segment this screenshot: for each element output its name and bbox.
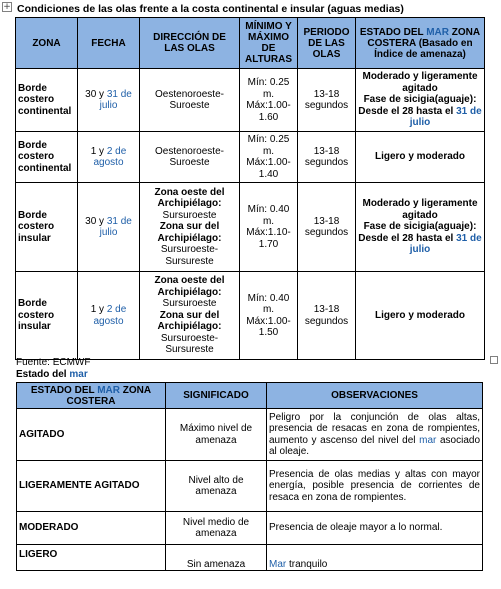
direction-cell (140, 183, 240, 272)
table-row (16, 183, 485, 272)
state-cell (356, 132, 485, 183)
min-height: Mín: 0.25 m. (247, 77, 290, 100)
height-cell (240, 183, 298, 272)
period-cell: 13-18 segundos (298, 183, 356, 272)
table-row (16, 272, 485, 360)
date-text: 30 y (85, 215, 107, 227)
header-text: ZONA COSTERA (66, 384, 152, 407)
observation-cell (267, 409, 483, 461)
direction-cell (140, 272, 240, 360)
state-line: Moderado y ligeramente agitado (362, 71, 478, 94)
period-cell: 13-18 segundos (298, 69, 356, 132)
direction-line: Sursuroeste-Sursureste (160, 244, 219, 267)
observation-cell (267, 545, 483, 571)
header-fecha: FECHA (78, 18, 140, 69)
state-section-text: Estado del (16, 369, 70, 380)
mar-link[interactable]: Mar (269, 558, 287, 570)
state-line: Ligero y moderado (374, 309, 465, 321)
direction-cell (140, 132, 240, 183)
header-estado (356, 18, 485, 69)
date-cell (78, 183, 140, 272)
date-link[interactable]: 2 de agosto (93, 145, 127, 168)
header-direccion: DIRECCIÓN DE LAS OLAS (140, 18, 240, 69)
date-cell (78, 272, 140, 360)
date-link[interactable]: 31 de julio (99, 88, 132, 111)
meaning-cell: Sin amenaza (166, 545, 267, 571)
table-move-handle-icon[interactable]: + (3, 2, 11, 12)
zone-cell: Borde costero insular (16, 183, 78, 272)
max-height: Máx:1.10-1.70 (246, 227, 291, 250)
table-row (17, 545, 483, 571)
date-link[interactable]: 31 de julio (99, 215, 132, 238)
date-text: 1 y (90, 145, 107, 157)
direction-cell (140, 69, 240, 132)
zone-cell: Borde costero insular (16, 272, 78, 360)
max-height: Máx:1.00-1.50 (246, 315, 291, 338)
table-row (16, 132, 485, 183)
table-header-row (16, 18, 485, 69)
observation-cell: Presencia de oleaje mayor a lo normal. (267, 512, 483, 545)
observation-text: asociado al oleaje. (269, 434, 481, 457)
document-title: Condiciones de las olas frente a la costa continental e insular (aguas medias) (17, 3, 404, 15)
date-cell (78, 132, 140, 183)
state-section-label (16, 369, 88, 380)
date-cell (78, 69, 140, 132)
state-line: Ligero y moderado (374, 151, 465, 163)
table-row (16, 69, 485, 132)
min-height: Mín: 0.25 m. (247, 134, 290, 157)
period-cell: 13-18 segundos (298, 132, 356, 183)
table-row (17, 461, 483, 512)
state-phase: Fase de sicigia(aguaje): Desde el 28 hasta el (358, 221, 477, 244)
meaning-cell: Máximo nivel de amenaza (166, 409, 267, 461)
state-cell (356, 183, 485, 272)
min-height: Mín: 0.40 m. (247, 204, 290, 227)
sea-state-table (16, 382, 483, 571)
header-significado: SIGNIFICADO (166, 383, 267, 409)
state-phase: Fase de sicigia(aguaje): Desde el 28 hasta el (358, 94, 477, 117)
direction-zone-label: Zona oeste del Archipiélago: (154, 275, 225, 298)
zone-cell: Borde costero continental (16, 69, 78, 132)
header-zona: ZONA (16, 18, 78, 69)
state-name: MODERADO (17, 512, 166, 545)
header-estado-text: ZONA COSTERA (Basado en Índice de amenaza) (367, 26, 481, 60)
direction-line: Oestenoroeste-Suroeste (155, 145, 224, 168)
height-cell (240, 132, 298, 183)
direction-zone-label: Zona oeste del Archipiélago: (154, 186, 225, 210)
state-name: AGITADO (17, 409, 166, 461)
mar-link[interactable]: mar (419, 434, 437, 446)
state-line: Moderado y ligeramente agitado (362, 198, 478, 221)
header-observaciones: OBSERVACIONES (267, 383, 483, 409)
header-estado-text: ESTADO DEL (359, 26, 427, 38)
source-note: Fuente: ECMWF (16, 357, 91, 368)
date-link[interactable]: 31 de julio (409, 105, 482, 129)
table-row (17, 409, 483, 461)
state-name: LIGERAMENTE AGITADO (17, 461, 166, 512)
direction-line: Oestenoroeste-Suroeste (155, 88, 224, 111)
max-height: Máx:1.00-1.60 (246, 100, 291, 123)
state-cell (356, 272, 485, 360)
direction-line: Sursuroeste (162, 209, 217, 221)
zone-cell: Borde costero continental (16, 132, 78, 183)
header-minmax: MÍNIMO Y MÁXIMO DE ALTURAS (240, 18, 298, 69)
observation-text: tranquilo (286, 558, 328, 570)
height-cell (240, 69, 298, 132)
meaning-cell: Nivel alto de amenaza (166, 461, 267, 512)
header-text: ESTADO DEL (30, 384, 98, 396)
header-periodo: PERIODO DE LAS OLAS (298, 18, 356, 69)
observation-cell: Presencia de olas medias y altas con mayor energía, posible presencia de corrientes de resaca en zona de rompientes. (267, 461, 483, 512)
direction-line: Sursuroeste-Sursureste (160, 332, 219, 356)
min-height: Mín: 0.40 m. (247, 292, 290, 315)
date-link[interactable]: 2 de agosto (93, 304, 127, 327)
mar-link[interactable]: MAR (426, 26, 449, 38)
date-text: 30 y (85, 88, 107, 100)
date-text: 1 y (90, 304, 107, 315)
mar-link[interactable]: mar (69, 369, 88, 380)
direction-line: Sursuroeste (162, 298, 217, 310)
max-height: Máx:1.00-1.40 (246, 157, 291, 180)
meaning-cell: Nivel medio de amenaza (166, 512, 267, 545)
height-cell (240, 272, 298, 360)
mar-link[interactable]: MAR (97, 384, 120, 396)
direction-zone-label: Zona sur del Archipiélago: (157, 221, 222, 244)
header-estado-costera (17, 383, 166, 409)
direction-zone-label: Zona sur del Archipiélago: (157, 309, 222, 333)
table-header-row (17, 383, 483, 409)
date-link[interactable]: 31 de julio (409, 232, 482, 256)
state-name: LIGERO (17, 545, 166, 571)
table-resize-handle-icon[interactable] (490, 356, 498, 364)
wave-conditions-table (15, 17, 485, 360)
observation-text: Peligro por la conjunción de olas altas, presencia de resacas en zona de rompientes, aumento y ascenso del nivel del (269, 411, 480, 446)
state-cell (356, 69, 485, 132)
period-cell: 13-18 segundos (298, 272, 356, 360)
table-row (17, 512, 483, 545)
